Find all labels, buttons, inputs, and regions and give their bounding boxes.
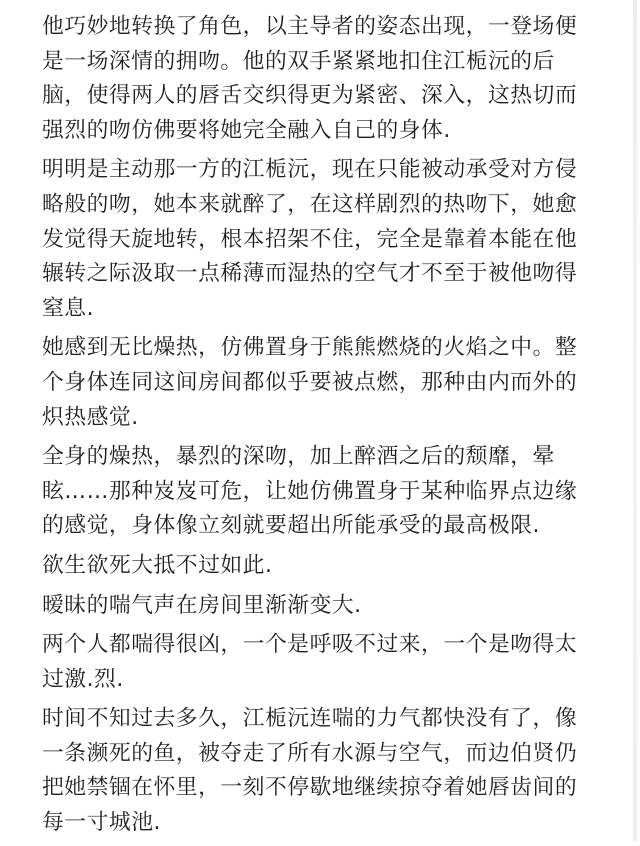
- paragraph-6: 暧昧的喘气声在房间里渐渐变大.: [42, 592, 362, 618]
- paragraph-2: 明明是主动那一方的江栀沅，现在只能被动承受对方侵略般的吻，她本来就醉了，在这样剧烈的热吻下，她愈发觉得天旋地转，根本招架不住，完全是靠着本能在他辗转之际汲取一点稀薄而湿热的空气才不至于被他吻得窒息.: [42, 157, 578, 321]
- scrollbar-track[interactable]: [633, 0, 637, 841]
- paragraph-8: 时间不知过去多久，江栀沅连喘的力气都快没有了，像一条濒死的鱼，被夺走了所有水源与空气，而边伯贤仍把她禁锢在怀里，一刻不停歇地继续掠夺着她唇齿间的每一寸城池.: [42, 706, 578, 836]
- paragraph-1: 他巧妙地转换了角色，以主导者的姿态出现，一登场便是一场深情的拥吻。他的双手紧紧地扣住江栀沅的后脑，使得两人的唇舌交织得更为紧密、深入，这热切而强烈的吻仿佛要将她完全融入自己的身体.: [42, 14, 578, 143]
- article-body: [42, 10, 598, 846]
- paragraph-7: 两个人都喘得很凶，一个是呼吸不过来，一个是吻得太过激.烈.: [42, 632, 578, 692]
- paragraph-5: 欲生欲死大抵不过如此.: [42, 552, 273, 578]
- paragraph-4: 全身的燥热，暴烈的深吻，加上醉酒之后的颓靡，晕眩……那种岌岌可危，让她仿佛置身于某种临界点边缘的感觉，身体像立刻就要超出所能承受的最高极限.: [42, 444, 578, 539]
- paragraph-3: 她感到无比燥热，仿佛置身于熊熊燃烧的火焰之中。整个身体连同这间房间都似乎要被点燃，那种由内而外的炽热感觉.: [42, 335, 578, 430]
